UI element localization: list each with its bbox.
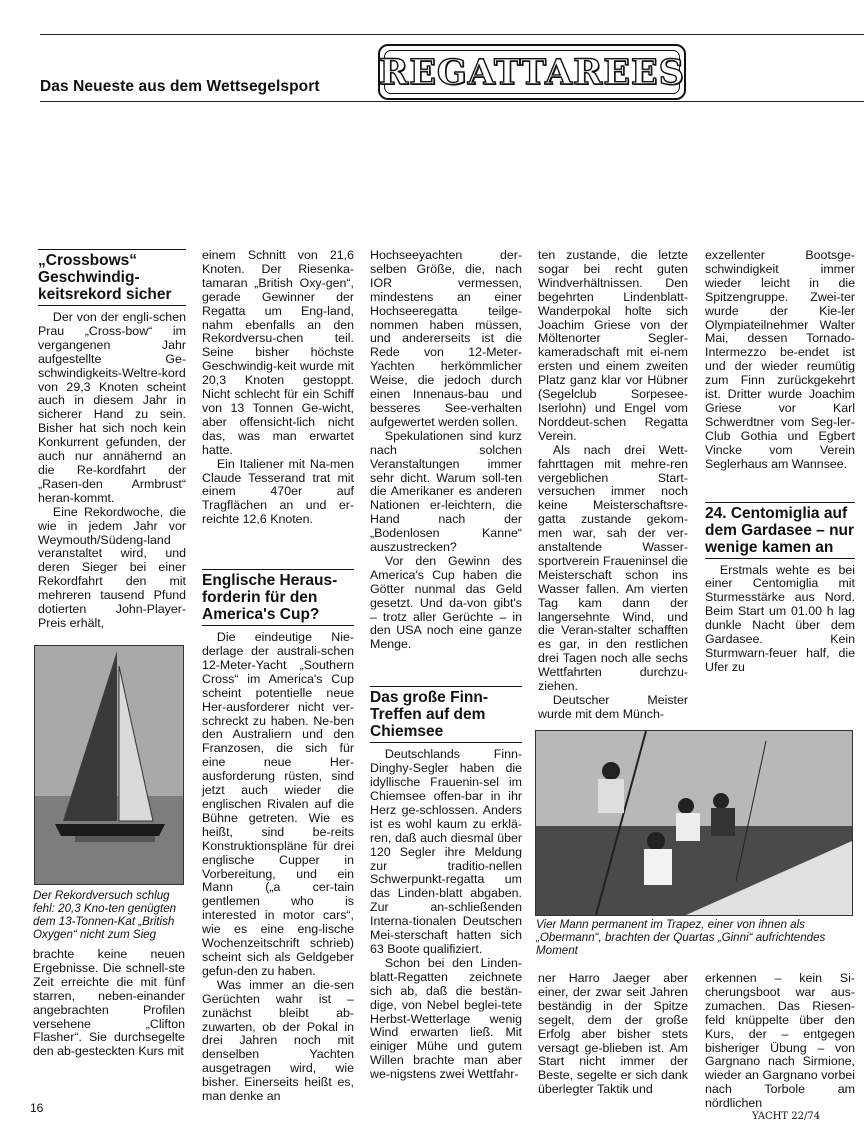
paragraph: Erstmals wehte es bei einer Centomiglia mit Sturmesstärke aus Nord. Beim Start um 01.00 h lag dunkle Nacht über dem Gardasee. Kein Sturmwarn-feuer half, die Ufer zu <box>705 562 855 674</box>
column-5 <box>705 249 855 675</box>
regattarees-logo <box>378 44 686 100</box>
column-2 <box>202 249 354 1104</box>
paragraph: brachte keine neuen Ergebnisse. Die schnell-ste Zeit erreichte die mit fünf starren, neben-einander angebrachten Profilen versehene „Clifton Flasher“. Sie durchsegelte den ab-gesteckten Kurs mit <box>33 947 185 1059</box>
paragraph: ten zustande, die letzte sogar bei recht guten Windverhältnissen. Den begehrten Lindenblatt-Wanderpokal holte sich Joachim Griese von der Möltenorter Segler-kameradschaft mit ei-nem ersten und einem zweiten Platz ganz klar vor Hübner (Segelclub Sorpesee-Iserlohn) und Engel vom Norddeut-schen Regatta Verein. <box>538 248 688 443</box>
paragraph: Was immer an die-sen Gerüchten wahr ist – zunächst bleibt ab-zuwarten, ob der Pokal in drei Jahren noch mit denselben Yachten ausgetragen wird, wie bisher. Einerseits heißt es, man denke an <box>202 977 354 1104</box>
section-kicker: Das Neueste aus dem Wettsegelsport <box>40 78 320 95</box>
column-1-bottom <box>33 889 185 1059</box>
paragraph: einem Schnitt von 21,6 Knoten. Der Riesenka-tamaran „British Oxy-gen“, gerade Gewinner der Regatta um Eng-land, nahm ebenfalls an den Rekordversu-chen teil. Seine bisher höchste Geschwindig-keit wurde mit 20,3 Knoten gestoppt. Nicht schlecht für ein Schiff von 13 Tonnen Ge-wicht, aber offensicht-lich nicht das, was man erwartet hatte. <box>202 248 354 457</box>
paragraph: Die eindeutige Nie-derlage der australi-schen 12-Meter-Yacht „Southern Cross“ im America's Cup scheint potentielle neue Her-ausforderer nicht ver-schreckt zu haben. Ne-ben den Australiern und den Franzosen, die sich für eine neue Her-ausforderung rüsten, sind jetzt auch wieder die englischen Rivalen auf die Bühne getreten. Wie es heißt, sind be-reits Konstruktionspläne für drei englische Cupper in Vorbereitung, und ein Mann („a cer-tain gentlemen who is interested in motor cars“, wie es eine eng-lische Wochenzeitschrift schrieb) scheint sich als Geldgeber gefun-den zu haben. <box>202 630 354 978</box>
column-3 <box>370 249 522 1082</box>
paragraph: erkennen – kein Si-cherungsboot war aus-zumachen. Das Riesen-feld knüppelte über den Kurs, der – entgegen bisheriger Übung – von Gargnano nach Sirmione, wieder an Gargnano vorbei nach Torbole am nördlichen <box>705 971 855 1111</box>
column-4 <box>538 249 688 722</box>
headline-centomiglia: 24. Centomiglia auf dem Gardasee – nur wenige kamen an <box>705 505 855 559</box>
headline-rule <box>705 502 855 503</box>
paragraph: Spekulationen sind kurz nach solchen Veranstaltungen immer sehr dicht. Warum soll-ten die Amerikaner es anderen Nationen er-leichtern, die Hand nach der „Bodenlosen Kanne“ auszustrecken? <box>370 428 522 555</box>
paragraph: Vor den Gewinn des America's Cup haben die Götter nunmal das Geld gesetzt. Und da-von gibt's – trotz aller Gerüchte – in den USA noch eine ganze Menge. <box>370 553 522 652</box>
photo-caption-trapeze: Vier Mann permanent im Trapez, einer von ihnen als „Obermann“, brachten der Quartas „Ginni“ aufrichtendes Moment <box>536 918 826 957</box>
column-4-bottom <box>538 972 688 1097</box>
headline-rule <box>38 249 186 250</box>
headline-americas-cup: Englische Heraus-forderin für den America's Cup? <box>202 572 354 626</box>
column-5-bottom <box>705 972 855 1111</box>
paragraph: Der von der engli-schen Prau „Cross-bow“ im vergangenen Jahr aufgestellte Ge-schwindigkeits-Weltre-kord von 29,3 Knoten scheint auch in diesem Jahr in sicherer Hand zu sein. Bisher hat sich noch kein Konkurrent gefunden, der auch nur annähernd an die Re-kordfahrt der „Rasen-den Armbrust“ heran-kommt. <box>38 310 186 505</box>
photo-caption-crossbow: Der Rekordversuch schlug fehl: 20,3 Kno-ten genügten dem 13-Tonnen-Kat „British Oxygen“ nicht zum Sieg <box>33 889 177 941</box>
catamaran-photo <box>34 645 184 885</box>
column-1 <box>38 249 186 631</box>
page-number: 16 <box>30 1101 44 1115</box>
headline-rule <box>202 569 354 570</box>
headline-rule <box>370 686 522 687</box>
paragraph: Schon bei den Linden-blatt-Regatten zeichnete sich ab, daß die bestän-dige, von Nebel beglei-tete Herbst-Wetterlage wenig Wind erwarten ließ. Mit einiger Mühe und gutem Willen brachte man aber we-nigstens zwei Wettfahr- <box>370 955 522 1082</box>
paragraph: Eine Rekordwoche, die wie in jedem Jahr vor Weymouth/Südeng-land veranstaltet wird, und deren Sieger bei einer Rekordfahrt den mit mehreren tausend Pfund dotierten John-Player-Preis erhält, <box>38 504 186 630</box>
paragraph: Ein Italiener mit Na-men Claude Tesserand trat mit einem 470er auf Tragflächen an und er-reichte 12,6 Knoten. <box>202 456 354 527</box>
paragraph: Deutscher Meister wurde mit dem Münch- <box>538 693 688 721</box>
trapeze-photo <box>535 730 853 916</box>
header-rule <box>40 101 864 102</box>
headline-crossbow: „Crossbows“ Geschwindig-keitsrekord sicher <box>38 252 186 306</box>
issue-label: YACHT 22/74 <box>752 1111 821 1122</box>
paragraph: exzellenter Bootsge-schwindigkeit immer wieder leicht in die Spitzengruppe. Zwei-ter wurde der Kie-ler Olympiateilnehmer Walter Mai, dessen Tornado-Intermezzo be-endet ist und der wieder reumütig zum Finn zurückgekehrt ist. Dritter wurde Joachim Griese vor Karl Schwerdtner vom Seg-ler-Club Gothia und Egbert Vincke vom Verein Seglerhaus am Wannsee. <box>705 248 855 471</box>
paragraph: ner Harro Jaeger aber einer, der zwar seit Jahren beständig in der Spitze segelt, dem der große Erfolg aber bisher stets versagt ge-blieben ist. Am Start nicht immer der Beste, segelte er sich dank überlegter Taktik und <box>538 971 688 1097</box>
headline-finn: Das große Finn-Treffen auf dem Chiemsee <box>370 689 522 743</box>
paragraph: Deutschlands Finn-Dinghy-Segler haben die idyllische Frauenin-sel im Chiemsee offen-bar in ihr Herz ge-schlossen. Anders ist es wohl kaum zu erklä-ren, daß auch diesmal über 120 Segler ihre Meldung zur traditio-nellen Schwerpunkt-regatta um das Linden-blatt abgaben. Zur an-schließenden Interna-tionalen Deutschen Mei-sterschaft hatten sich 63 Boote qualifiziert. <box>370 747 522 956</box>
paragraph: Hochseeyachten der-selben Größe, die, nach IOR vermessen, mindestens an einer Hochseeregatta teilge-nommen haben müssen, und andererseits ist die Rede von 12-Meter-Yachten herkömmlicher Weise, die jedoch durch einen Innenaus-bau und besseres See-verhalten aufgewertet werden sollen. <box>370 248 522 429</box>
paragraph: Als nach drei Wett-fahrttagen mit mehre-ren vergeblichen Start-versuchen immer noch keine Meisterschaftsre-gatta zustande gekom-men war, sah der ver-anstaltende Wasser-sportverein Fraueninsel die Meisterschaft schon ins Wasser fallen. Am vierten Tag kam dann der langersehnte Wind, und die Veran-stalter schafften es gar, in den restlichen drei Tagen noch alle sechs Wettfahrten durchzu-ziehen. <box>538 442 688 694</box>
top-rule <box>40 34 864 35</box>
logo-wordmark: REGATTAREES <box>379 51 685 93</box>
